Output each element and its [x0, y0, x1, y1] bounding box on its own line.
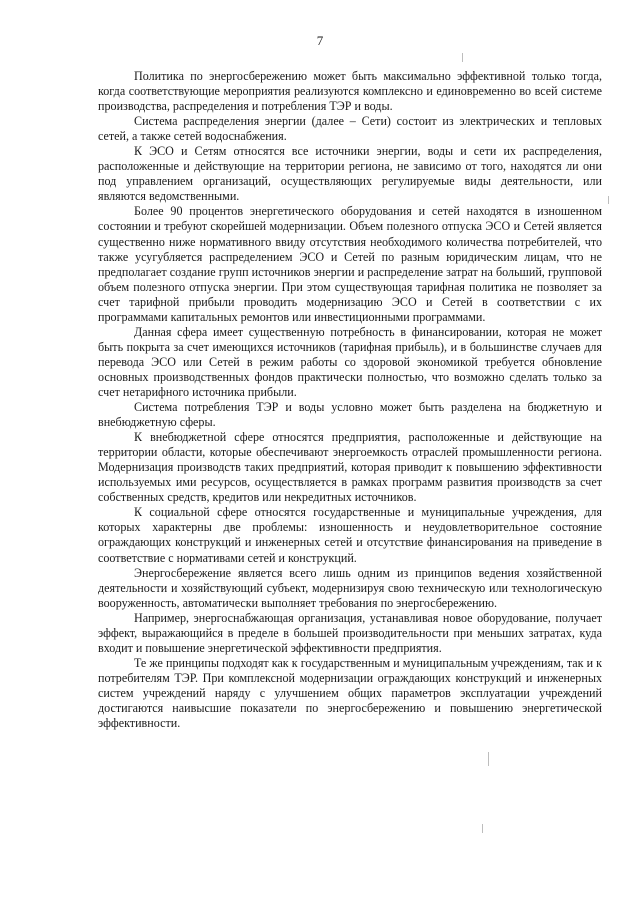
paragraph-distribution-system: Система распределения энергии (далее – Сети) состоит из электрических и тепловых сетей, а также сетей водоснабжения. — [98, 114, 602, 144]
paragraph-consumption-system: Система потребления ТЭР и воды условно может быть разделена на бюджетную и внебюджетную сферы. — [98, 400, 602, 430]
paragraph-equipment-wear: Более 90 процентов энергетического оборудования и сетей находятся в изношенном состоянии и требуют скорейшей модернизации. Объем полезного отпуска ЭСО и Сетей является существенно ниже нормативного ввиду отсутствия необходимого количества потребителей, что также усугубляется распределением ЭСО и Сетей по разным юридическим лицам, что не предполагает создание групп источников энергии и распределение затрат на больший, групповой объем полезного отпуска энергии. При этом существующая тарифная политика не позволяет за счет тарифной прибыли проводить модернизацию ЭСО и Сетей в соответствии с их программами капитальных ремонтов или инвестиционными программами. — [98, 204, 602, 324]
paragraph-energy-saving-principle: Энергосбережение является всего лишь одним из принципов ведения хозяйственной деятельности и хозяйствующий субъект, модернизируя свою техническую или технологическую вооруженность, автоматически выполняет требования по энергосбережению. — [98, 565, 602, 610]
scan-artifact — [482, 824, 483, 833]
body-text — [98, 69, 602, 731]
paragraph-eso-networks: К ЭСО и Сетям относятся все источники энергии, воды и сети их распределения, расположенные и действующие на территории региона, не зависимо от того, находятся ли они под управлением организаций, осуществляющих регулируемые виды деятельности, или являются ведомственными. — [98, 144, 602, 204]
scan-artifact — [462, 53, 463, 62]
paragraph-same-principles: Те же принципы подходят как к государственным и муниципальным учреждениям, так и к потребителям ТЭР. При комплексной модернизации ограждающих конструкций и инженерных систем учреждений наряду с улучшением общих параметров эксплуатации учреждений достигаются наивысшие показатели по энергосбережению и повышению энергетической эффективности. — [98, 655, 602, 731]
paragraph-social-sphere: К социальной сфере относятся государственные и муниципальные учреждения, для которых характерны две проблемы: изношенность и неудовлетворительное состояние ограждающих конструкций и инженерных сетей и отсутствие финансирования на приведение в соответствие с нормативами сетей и конструкций. — [98, 505, 602, 565]
scan-artifact — [608, 196, 609, 204]
paragraph-energy-policy: Политика по энергосбережению может быть максимально эффективной только тогда, когда соответствующие мероприятия реализуются комплексно и единовременно во всей системе производства, распределения и потребления ТЭР и воды. — [98, 69, 602, 114]
paragraph-extrabudgetary-sphere: К внебюджетной сфере относятся предприятия, расположенные и действующие на территории области, которые обеспечивают энергоемкость отраслей промышленности региона. Модернизация производств таких предприятий, которая приводит к повышению эффективности используемых ими ресурсов, осуществляется в рамках программ развития производств за счет собственных средств, кредитов или некредитных источников. — [98, 430, 602, 505]
paragraph-financing-need: Данная сфера имеет существенную потребность в финансировании, которая не может быть покрыта за счет имеющихся источников (тарифная прибыль), и в большинстве случаев для перевода ЭСО или Сетей в режим работы со здоровой экономикой требуется обновление основных производственных фондов практически полностью, что возможно сделать только за счет нетарифного источника прибыли. — [98, 324, 602, 399]
paragraph-example: Например, энергоснабжающая организация, устанавливая новое оборудование, получает эффект, выражающийся в пределе в большей производительности при меньших затратах, куда входит и повышение энергетической эффективности предприятия. — [98, 610, 602, 655]
page-number: 7 — [316, 33, 324, 48]
scan-artifact — [488, 752, 489, 766]
